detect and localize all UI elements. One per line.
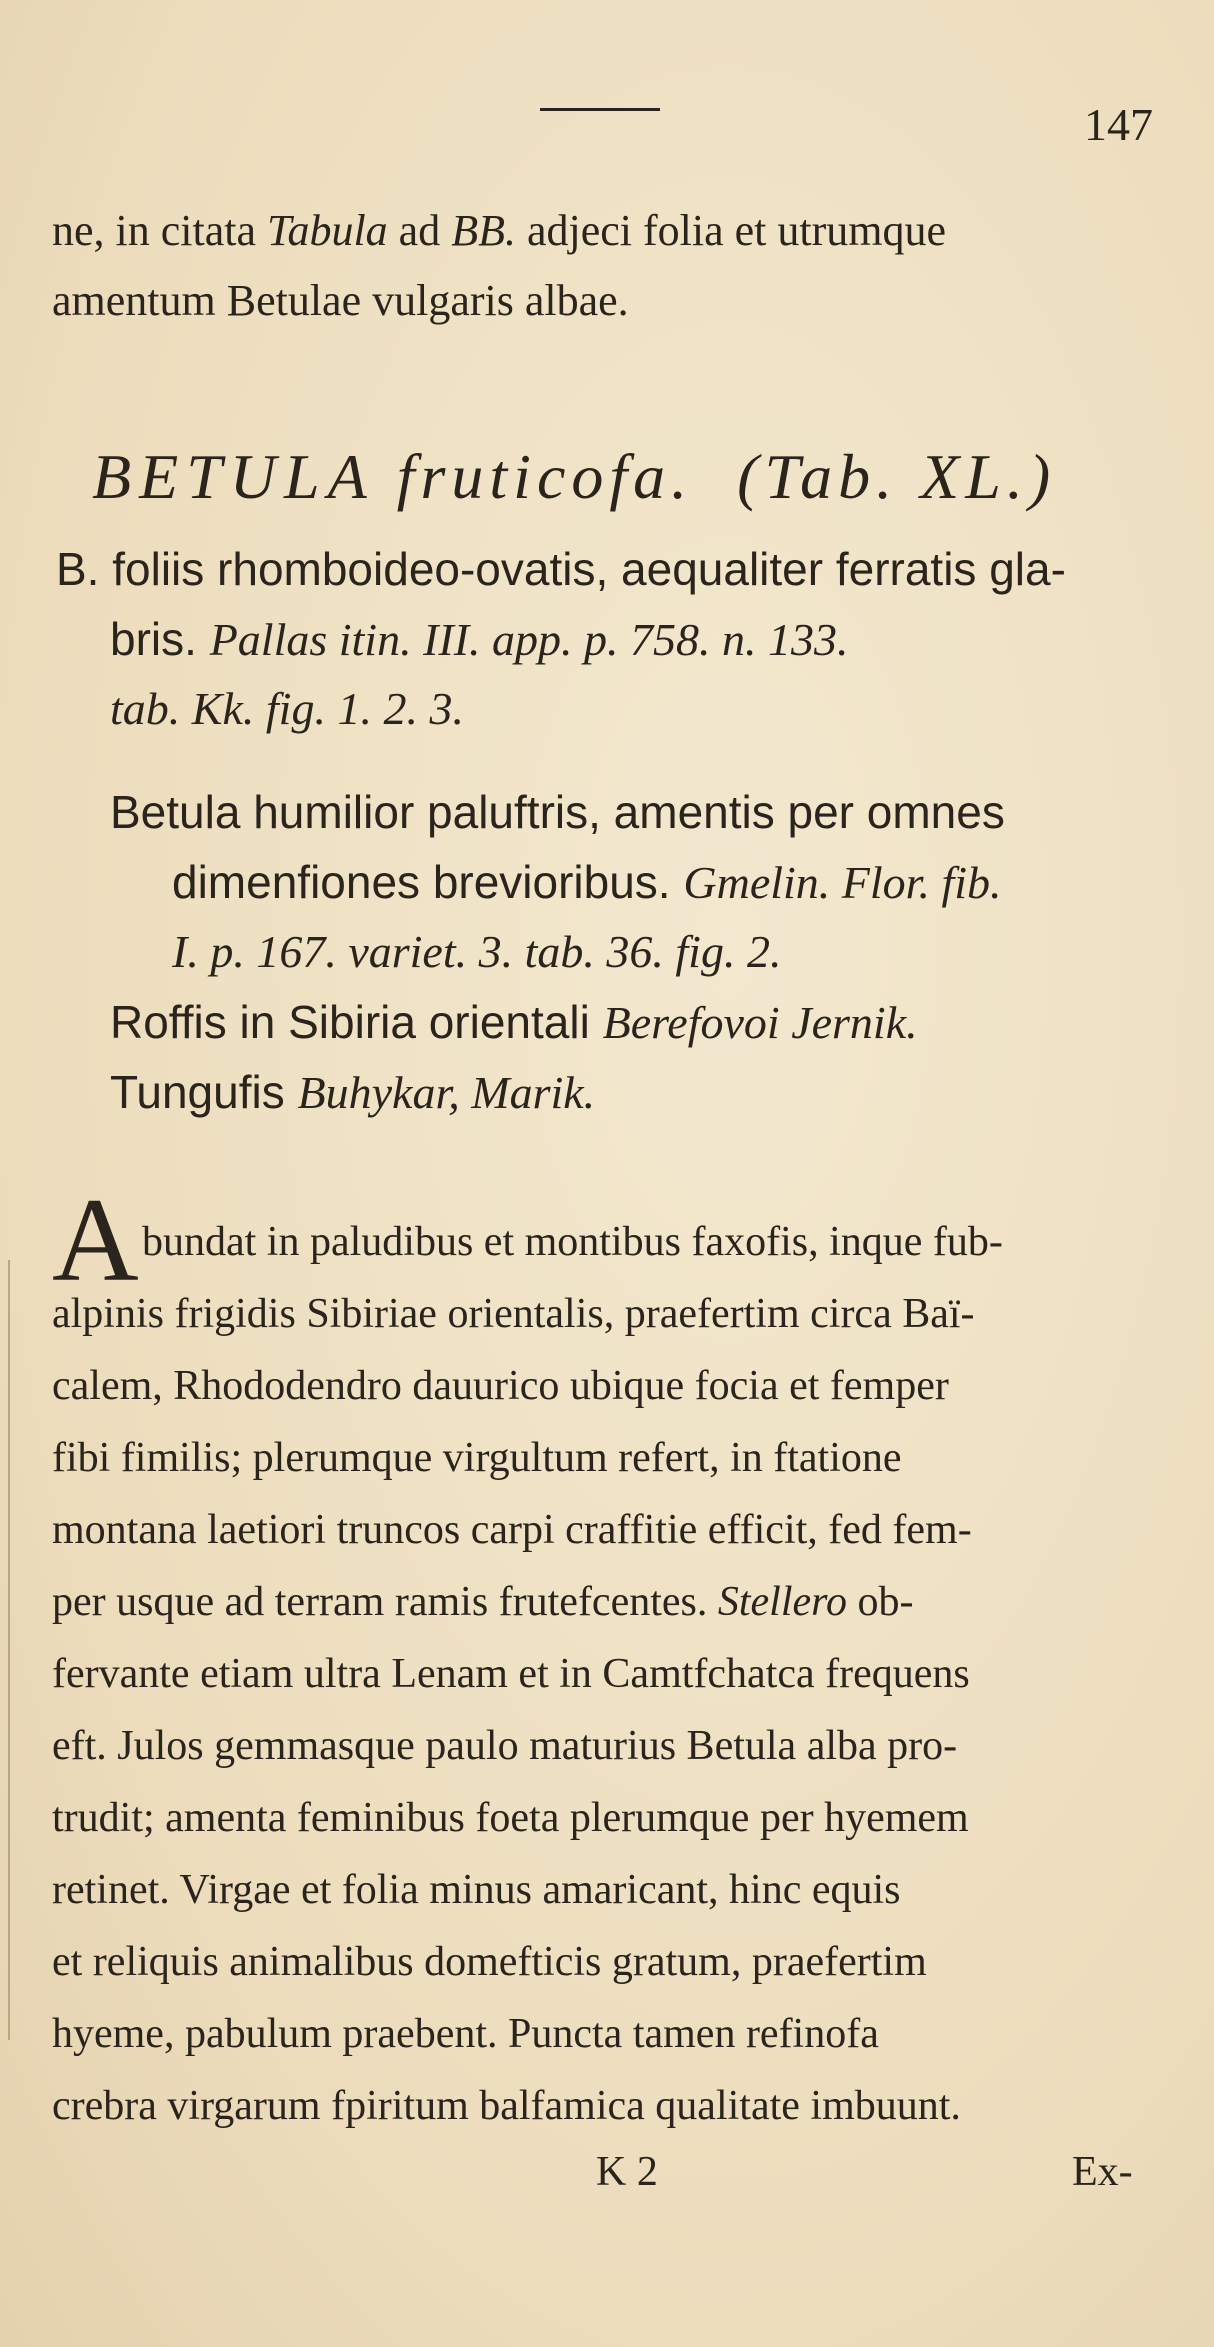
catchword: Ex- [1072, 2149, 1133, 2195]
body-line-1: bundat in paludibus et montibus faxofis, inque fub- [142, 1219, 1003, 1265]
body-line-7: fervante etiam ultra Lenam et in Camtfchatca frequens [52, 1651, 970, 1697]
synonym-2-line-2: dimenfiones brevioribus. Gmelin. Flor. fib. [172, 856, 1002, 908]
synonym-1-line-2: bris. Pallas itin. III. app. p. 758. n. 133. [110, 613, 849, 665]
body-line-9: trudit; amenta feminibus foeta plerumque per hyemem [52, 1795, 969, 1841]
body-line-4: fibi fimilis; plerumque virgultum refert, in ftatione [52, 1435, 902, 1481]
signature-mark: K 2 [596, 2149, 658, 2195]
body-line-6: per usque ad terram ramis frutefcentes. Stellero ob- [52, 1579, 914, 1625]
intro-line-2: amentum Betulae vulgaris albae. [52, 276, 629, 325]
page-edge-shadow [8, 1260, 10, 2040]
body-line-10: retinet. Virgae et folia minus amaricant, hinc equis [52, 1867, 901, 1913]
synonym-2-line-1: Betula humilior paluftris, amentis per omnes [110, 786, 1005, 838]
header-rule [540, 108, 660, 111]
body-line-11: et reliquis animalibus domefticis gratum, praefertim [52, 1939, 927, 1985]
synonym-1-line-3: tab. Kk. fig. 1. 2. 3. [110, 683, 464, 734]
synonym-4: Tungufis Buhykar, Marik. [110, 1066, 596, 1118]
intro-line-1: ne, in citata Tabula ad BB. adjeci folia et utrumque [52, 206, 947, 255]
body-line-5: montana laetiori truncos carpi craffitie efficit, fed fem- [52, 1507, 972, 1553]
body-line-2: alpinis frigidis Sibiriae orientalis, praefertim circa Baï- [52, 1291, 975, 1337]
body-line-3: calem, Rhododendro dauurico ubique focia et femper [52, 1363, 949, 1409]
synonym-1-line-1: B. foliis rhomboideo-ovatis, aequaliter ferratis gla- [56, 543, 1066, 595]
body-line-12: hyeme, pabulum praebent. Puncta tamen refinofa [52, 2011, 879, 2057]
drop-cap: A [52, 1173, 139, 1306]
body-line-13: crebra virgarum fpiritum balfamica qualitate imbuunt. [52, 2083, 961, 2129]
body-line-8: eft. Julos gemmasque paulo maturius Betula alba pro- [52, 1723, 958, 1769]
species-heading: BETULA fruticofa. (Tab. XL.) [92, 441, 1057, 512]
page-number: 147 [1084, 99, 1153, 150]
synonym-3: Roffis in Sibiria orientali Berefovoi Jernik. [110, 996, 918, 1048]
synonym-2-line-3: I. p. 167. variet. 3. tab. 36. fig. 2. [172, 926, 782, 977]
